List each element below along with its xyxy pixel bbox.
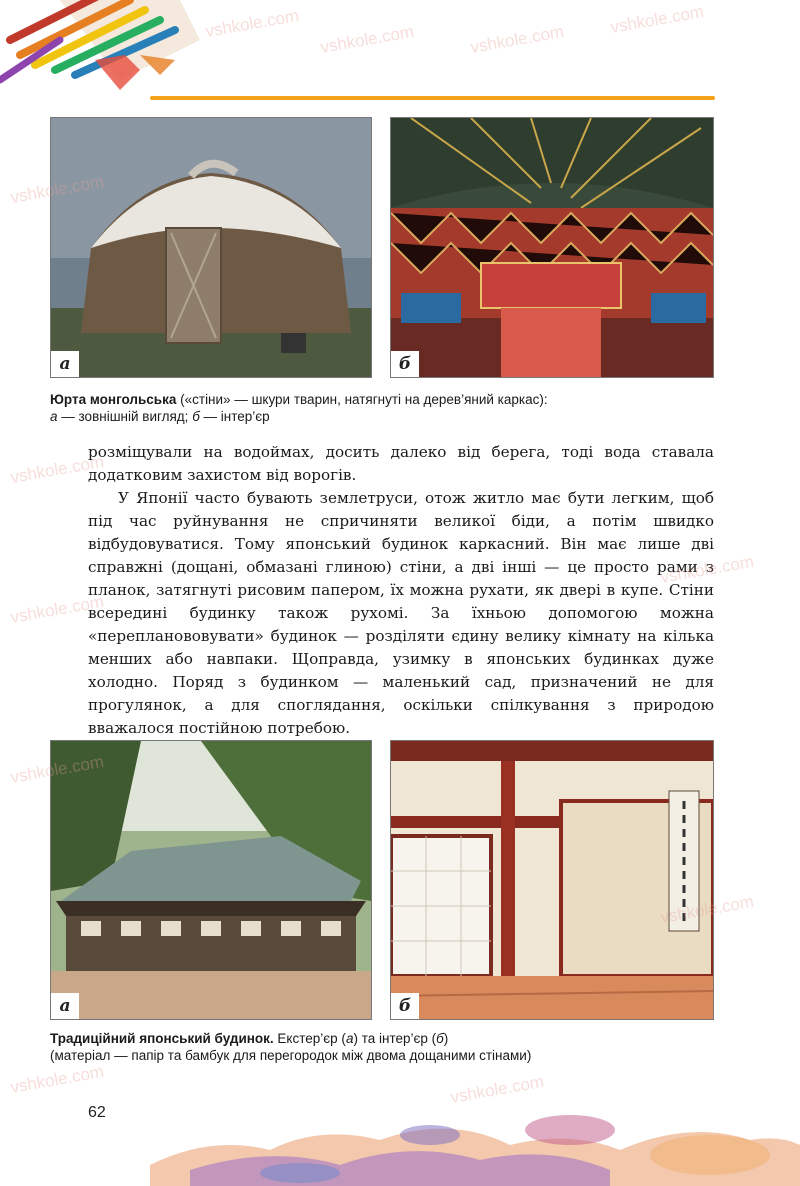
figure1-caption (50, 391, 730, 425)
figure1-caption-line1: Юрта монгольська («стіни» — шкури тварин, натягнуті на дерев’яний каркас): (50, 392, 548, 407)
watermark: vshkole.com (658, 891, 756, 928)
watermark: vshkole.com (8, 171, 106, 208)
watermark: vshkole.com (468, 21, 566, 58)
figure2-caption-title: Традиційний японський будинок. (50, 1031, 274, 1046)
paragraph-2: У Японії часто бувають землетруси, отож житло має бути легким, щоб під час руйнування не спричиняти великої біди, а потім швидко відбудовуватися. Тому японський будинок каркасний. Він має лише дві справжні (дощані, обмазані глиною) стіни, а дві інші — це просто рами з планок, затягнуті рисовим папером, їх можна рухати, як двері в купе. Стіни всередині будинку також рухомі. За їхньою допомогою можна «перепланововувати» будинок — розділяти єдину велику кімнату на кілька менших або навпаки. Щоправда, узимку в японських будинках дуже холодно. Поряд з будинком — маленький сад, призначений не для прогулянок, а для споглядання, оскільки спілкування з природою вважалося постійною потребою. (88, 489, 714, 737)
body-text (88, 441, 714, 740)
figure1-caption-line2: а — зовнішній вигляд; б — інтер’єр (50, 409, 270, 424)
paint-splash-decoration (150, 1095, 800, 1186)
japanese-house-exterior-photo (50, 740, 372, 1020)
yurt-interior-photo (390, 117, 714, 378)
watermark: vshkole.com (318, 21, 416, 58)
yurt-exterior-photo (50, 117, 372, 378)
photo-label-a: а (51, 993, 79, 1019)
photo-label-a: а (51, 351, 79, 377)
header-rule (150, 96, 715, 100)
watermark: vshkole.com (8, 1061, 106, 1098)
watermark: vshkole.com (203, 5, 301, 42)
photo-label-b: б (391, 351, 419, 377)
figure2-caption-line2: (матеріал — папір та бамбук для перегородок між двома дощаними стінами) (50, 1048, 532, 1063)
watermark: vshkole.com (8, 451, 106, 488)
watermark: vshkole.com (658, 551, 756, 588)
japanese-house-interior-photo (390, 740, 714, 1020)
page-number: 62 (88, 1104, 106, 1121)
watermark: vshkole.com (8, 591, 106, 628)
pencils-decoration (0, 0, 200, 110)
figure2-caption (50, 1030, 750, 1064)
watermark: vshkole.com (608, 1, 706, 38)
photo-label-b: б (391, 993, 419, 1019)
watermark: vshkole.com (8, 751, 106, 788)
figure1-caption-title: Юрта монгольська (50, 392, 177, 407)
watermark: vshkole.com (448, 1071, 546, 1108)
paragraph-1: розміщували на водоймах, досить далеко від берега, тоді вода ставала додатковим захистом від ворогів. (88, 443, 714, 484)
figure2-caption-line1: Традиційний японський будинок. Екстер’єр (а) та інтер’єр (б) (50, 1031, 449, 1046)
